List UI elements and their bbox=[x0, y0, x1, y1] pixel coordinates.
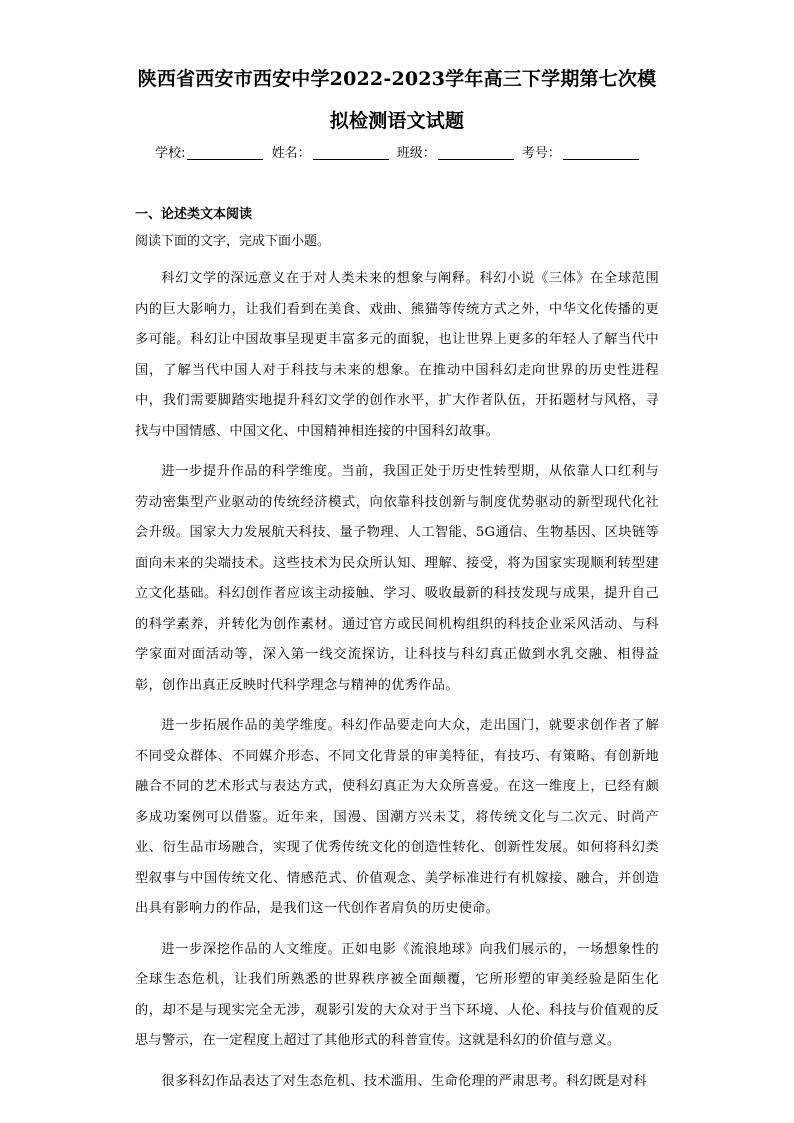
class-blank[interactable] bbox=[438, 145, 514, 160]
exam-number-field bbox=[522, 144, 639, 164]
school-blank[interactable] bbox=[187, 145, 263, 160]
class-label: 班级： bbox=[396, 146, 436, 161]
passage-paragraph: 进一步深挖作品的人文维度。正如电影《流浪地球》向我们展示的，一场想象性的全球生态危机，让我们所熟悉的世界秩序被全面颠覆，它所形塑的审美经验是陌生化的，却不是与现实完全无涉，观影引发的大众对于当下环境、人伦、科技与价值观的反思与警示，在一定程度上超过了其他形式的科普宣传。这就是科幻的价值与意义。 bbox=[135, 941, 659, 1048]
name-blank[interactable] bbox=[313, 145, 389, 160]
student-info-row bbox=[0, 144, 794, 164]
school-label: 学校: bbox=[155, 146, 186, 161]
section-instruction: 阅读下面的文字，完成下面小题。 bbox=[135, 234, 331, 249]
school-field bbox=[155, 144, 263, 164]
class-field bbox=[397, 144, 514, 164]
passage-paragraph: 科幻文学的深远意义在于对人类未来的想象与阐释。科幻小说《三体》在全球范围内的巨大影响力，让我们看到在美食、戏曲、熊猫等传统方式之外，中华文化传播的更多可能。科幻让中国故事呈现更丰富多元的面貌，也让世界上更多的年轻人了解当代中国，了解当代中国人对于科技与未来的想象。在推动中国科幻走向世界的历史性进程中，我们需要脚踏实地提升科幻文学的创作水平，扩大作者队伍，开拓题材与风格，寻找与中国情感、中国文化、中国精神相连接的中国科幻故事。 bbox=[135, 271, 659, 439]
passage-paragraph: 进一步拓展作品的美学维度。科幻作品要走向大众，走出国门，就要求创作者了解不同受众群体、不同媒介形态、不同文化背景的审美特征，有技巧、有策略、有创新地融合不同的艺术形式与表达方式，使科幻真正为大众所喜爱。在这一维度上，已经有颇多成功案例可以借鉴。近年来，国漫、国潮方兴未艾，将传统文化与二次元、时尚产业、衍生品市场融合，实现了优秀传统文化的创造性转化、创新性发展。如何将科幻类型叙事与中国传统文化、情感范式、价值观念、美学标准进行有机嫁接、融合，并创造出具有影响力的作品，是我们这一代创作者肩负的历史使命。 bbox=[135, 718, 659, 916]
reading-passage bbox=[135, 264, 659, 1107]
name-field bbox=[272, 144, 389, 164]
passage-paragraph: 很多科幻作品表达了对生态危机、技术滥用、生命伦理的严肃思考。科幻既是对科 bbox=[161, 1073, 647, 1089]
page-title-line-2: 拟检测语文试题 bbox=[329, 110, 465, 132]
page-title-line-1: 陕西省西安市西安中学2022-2023学年高三下学期第七次模 bbox=[137, 68, 657, 90]
exam-number-blank[interactable] bbox=[563, 145, 639, 160]
exam-number-label: 考号： bbox=[521, 146, 561, 161]
section-heading: 一、论述类文本阅读 bbox=[135, 207, 253, 222]
passage-paragraph: 进一步提升作品的科学维度。当前，我国正处于历史性转型期，从依靠人口红利与劳动密集型产业驱动的传统经济模式，向依靠科技创新与制度优势驱动的新型现代化社会升级。国家大力发展航天科技、量子物理、人工智能、5G通信、生物基因、区块链等面向未来的尖端技术。这些技术为民众所认知、理解、接受，将为国家实现顺利转型建立文化基础。科幻创作者应该主动接触、学习、吸收最新的科技发现与成果，提升自己的科学素养，并转化为创作素材。通过官方或民间机构组织的科技企业采风活动、与科学家面对面活动等，深入第一线交流探访，让科技与科幻真正做到水乳交融、相得益彰，创作出真正反映时代科学理念与精神的优秀作品。 bbox=[135, 464, 659, 693]
name-label: 姓名： bbox=[271, 146, 311, 161]
